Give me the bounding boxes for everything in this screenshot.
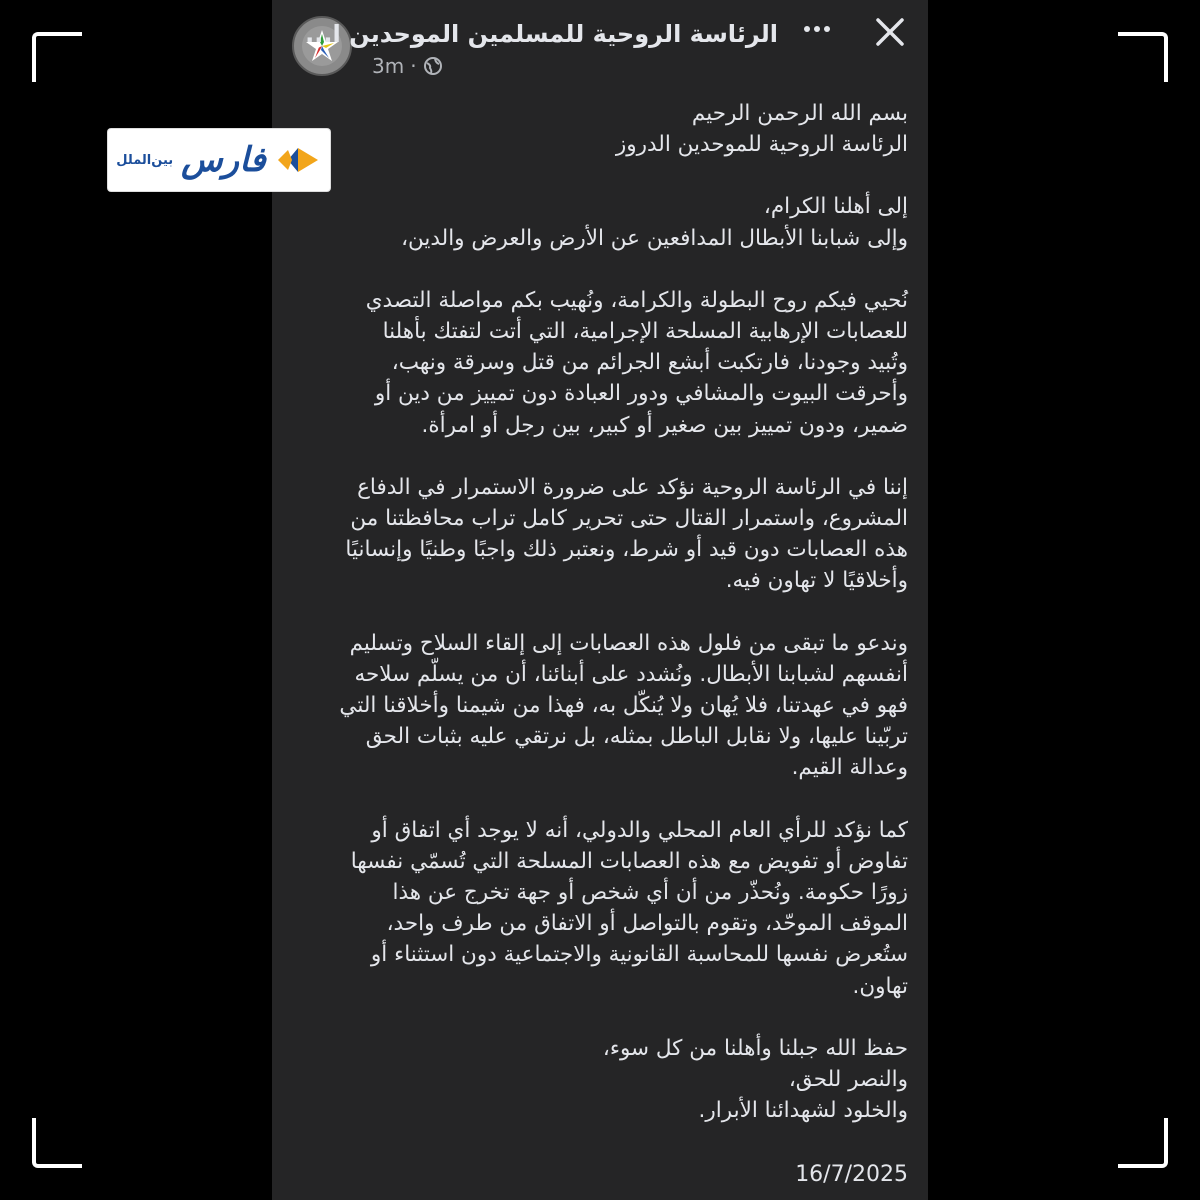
post-date: 16/7/2025 (795, 1162, 908, 1187)
paragraph-affirmation (300, 472, 908, 597)
text-line: أنفسهم لشبابنا الأبطال. ونُشدد على أبنائنا، أن من يسلّم سلاحه (354, 661, 908, 687)
text-line: والخلود لشهدائنا الأبرار. (698, 1098, 908, 1124)
corner-bracket-bottom-right (1118, 1118, 1168, 1168)
text-line: ستُعرض نفسها للمحاسبة القانونية والاجتماعية دون استثناء أو (370, 942, 908, 968)
fars-logo-badge (108, 129, 330, 191)
badge-title: فارس (181, 140, 266, 180)
text-line: ضمير، ودون تمييز بين صغير أو كبير، بين رجل أو امرأة. (421, 412, 908, 438)
text-line: بسم الله الرحمن الرحيم (691, 101, 908, 126)
paragraph-statement (300, 815, 908, 1002)
text-line: تهاون. (852, 973, 908, 999)
text-line: إننا في الرئاسة الروحية نؤكد على ضرورة الاستمرار في الدفاع (357, 474, 908, 500)
text-line: كما نؤكد للرأي العام المحلي والدولي، أنه لا يوجد أي اتفاق أو (371, 817, 908, 843)
post-meta (372, 54, 443, 78)
globe-icon (423, 56, 443, 76)
text-line: وندعو ما تبقى من فلول هذه العصابات إلى إلقاء السلاح وتسليم (349, 630, 908, 656)
text-line: للعصابات الإرهابية المسلحة الإجرامية، التي أتت لتفتك بأهلنا (382, 319, 908, 345)
text-line: وتُبيد وجودنا، فارتكبت أبشع الجرائم من قتل وسرقة ونهب، (391, 350, 908, 376)
text-line: تفاوض أو تفويض مع هذه العصابات المسلحة التي تُسمّي نفسها (350, 848, 908, 874)
paragraph-greeting (300, 98, 908, 160)
page-name[interactable]: الرئاسة الروحية للمسلمين الموحدين ا... (305, 20, 778, 48)
text-line: المشروع، واستمرار القتال حتى تحرير كامل تراب محافظتنا من (350, 506, 908, 532)
corner-bracket-top-right (1118, 32, 1168, 82)
text-line: والنصر للحق، (788, 1067, 908, 1093)
corner-bracket-bottom-left (32, 1118, 82, 1168)
text-line: تربّينا عليها، ولا نقابل الباطل بمثله، بل نرتقي عليه بثبات الحق (365, 724, 908, 750)
text-line: الموقف الموحّد، وتقوم بالتواصل أو الاتفاق من طرف واحد، (386, 911, 908, 937)
paragraph-tribute (300, 285, 908, 441)
fars-diamond-icon (274, 140, 322, 180)
text-line: الرئاسة الروحية للموحدين الدروز (615, 132, 908, 158)
text-line: وعدالة القيم. (791, 755, 908, 781)
post-time: 3m (372, 54, 405, 78)
text-line: فهو في عهدتنا، فلا يُهان ولا يُنكّل به، فهذا من شيمنا وأخلاقنا التي (339, 693, 908, 719)
close-icon[interactable] (870, 12, 910, 52)
text-line: هذه العصابات دون قيد أو شرط، ونعتبر ذلك واجبًا وطنيًا وإنسانيًا (345, 537, 908, 563)
text-line: وأخلاقيًا لا تهاون فيه. (725, 568, 908, 594)
badge-subtitle: بين‌الملل (116, 152, 174, 168)
post-panel (272, 0, 928, 1200)
corner-bracket-top-left (32, 32, 82, 82)
meta-separator: · (410, 54, 417, 78)
text-line: وأحرقت البيوت والمشافي ودور العبادة دون تمييز من دين أو (374, 381, 908, 407)
post-header (272, 0, 928, 90)
paragraph-call (300, 628, 908, 784)
text-line: إلى أهلنا الكرام، (763, 194, 908, 220)
text-line: نُحيي فيكم روح البطولة والكرامة، ونُهيب بكم مواصلة التصدي (365, 287, 908, 313)
text-line: وإلى شبابنا الأبطال المدافعين عن الأرض والعرض والدين، (401, 225, 908, 251)
text-line: حفظ الله جبلنا وأهلنا من كل سوء، (602, 1035, 908, 1061)
more-icon[interactable] (802, 14, 832, 52)
text-line: زورًا حكومة. ونُحذّر من أن أي شخص أو جهة تخرج عن هذا (392, 880, 908, 906)
paragraph-closing (300, 1033, 908, 1127)
paragraph-address (300, 191, 908, 253)
post-body (300, 98, 908, 1157)
